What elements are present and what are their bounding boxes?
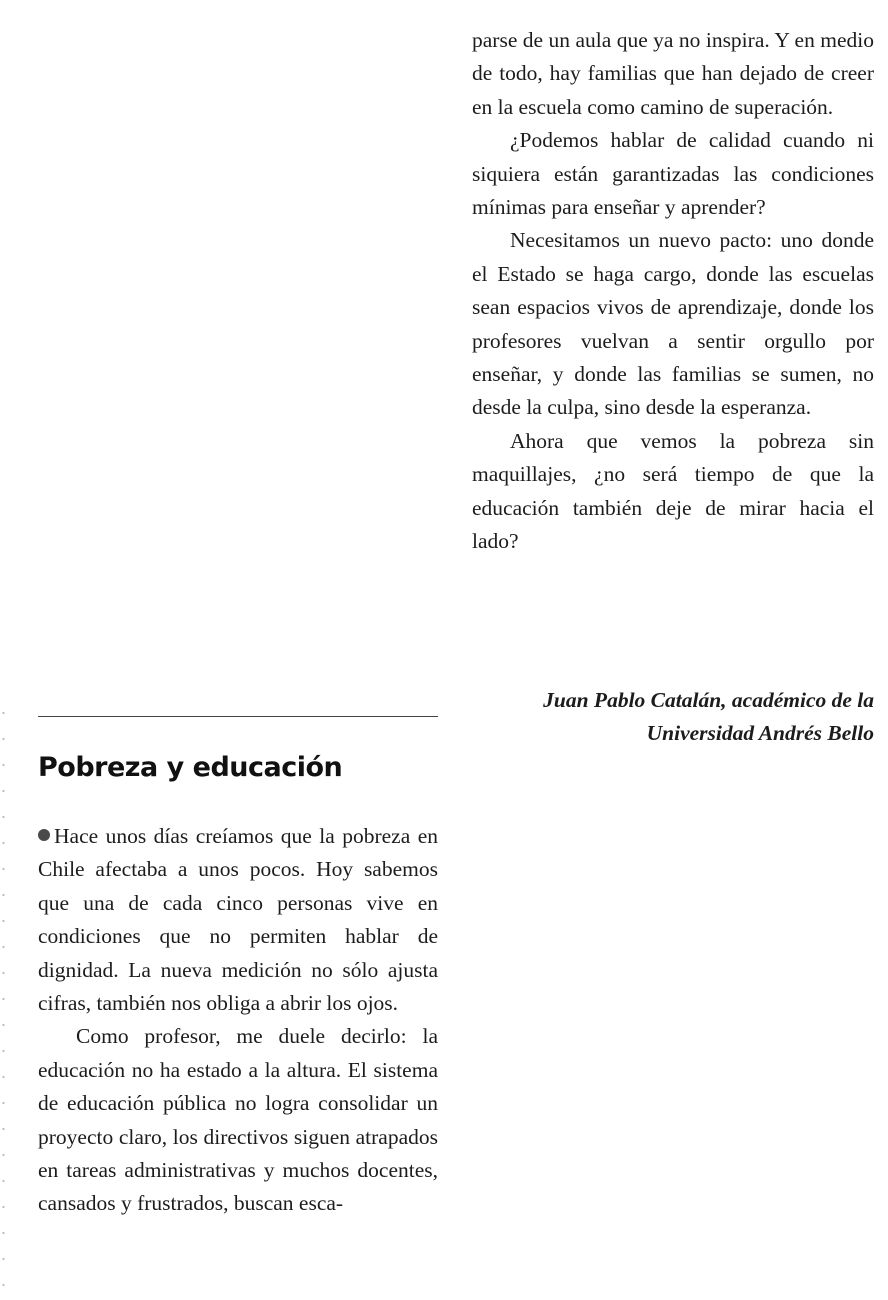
bullet-dot-icon — [38, 829, 50, 841]
paragraph-continued: parse de un aula que ya no inspira. Y en medio de todo, hay familias que han dejado de creer en la escuela como camino de superación. — [472, 28, 874, 119]
paragraph-question: ¿Podemos hablar de calidad cuando ni siquiera están garantizadas las condiciones mínimas para enseñar y aprender? — [472, 128, 874, 220]
paragraph-intro-text: Hace unos días creíamos que la pobreza en Chile afectaba a unos pocos. Hoy sabemos que una de cada cinco personas vive en condiciones que no permiten hablar de dignidad. La nueva medición no sólo ajusta cifras, también nos obliga a abrir los ojos. — [38, 824, 438, 1016]
article-headline: Pobreza y educación — [38, 752, 343, 783]
article-column-right — [472, 24, 874, 559]
signature-line-2: Universidad Andrés Bello — [646, 721, 874, 746]
paragraph-intro — [38, 820, 438, 1020]
scan-edge-marks — [2, 700, 5, 1300]
signature-line-1: Juan Pablo Catalán, académico de la — [543, 688, 874, 712]
article-column-left — [38, 820, 438, 1221]
paragraph-teacher: Como profesor, me duele decirlo: la educación no ha estado a la altura. El sistema de educación pública no logra consolidar un proyecto claro, los directivos siguen atrapados en tareas administrativas y muchos docentes, cansados y frustrados, buscan esca- — [38, 1024, 438, 1216]
author-signature — [472, 684, 874, 751]
paragraph-closing: Ahora que vemos la pobreza sin maquillajes, ¿no será tiempo de que la educación también deje de mirar hacia el lado? — [472, 428, 874, 554]
section-divider — [38, 716, 438, 717]
paragraph-new-pact: Necesitamos un nuevo pacto: uno donde el Estado se haga cargo, donde las escuelas sean espacios vivos de aprendizaje, donde los profesores vuelvan a sentir orgullo por enseñar, y donde las familias se sumen, no desde la culpa, sino desde la esperanza. — [472, 228, 874, 420]
